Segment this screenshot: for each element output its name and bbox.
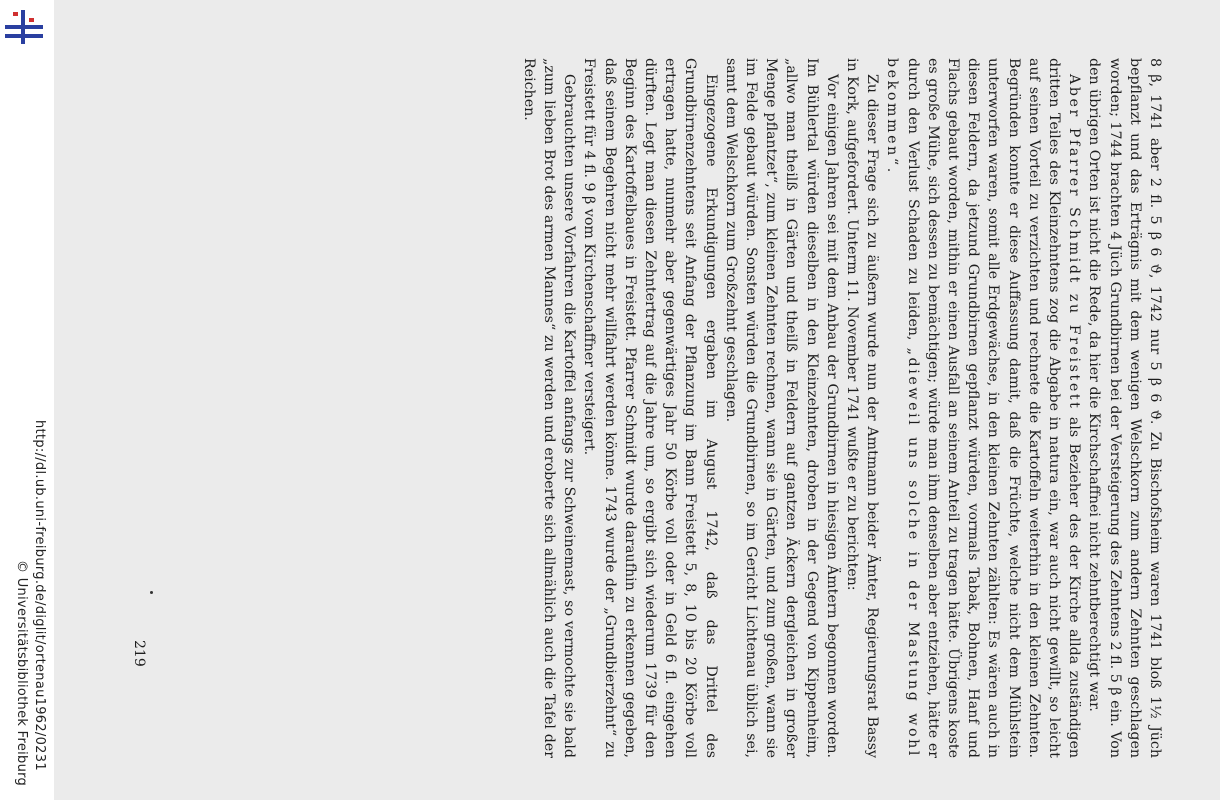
emphasized-text: Aber Pfarrer Schmidt zu Freistett: [1066, 74, 1083, 411]
paragraph: Aber Pfarrer Schmidt zu Freistett als Bezieher des der Kirche allda zuständigen dritten Teiles des Kleinzehntens zog die Abgabe in natura ein, war auch nicht gewillt, so leicht auf seinen Vorteil zu verzichten und rechnete die Kartoffeln weiterhin in den kleinen Zehnten. Begründen konnte er diese Auffassung damit, daß die Früchte, welche nicht dem Mühlstein unterworfen waren, somit alle Erdgewächse, in den kleinen Zehnten zählten: Es wären auch in diesen Feldern, da jetzund Grundbirnen gepflanzt würden, vormals Tabak, Bohnen, Hanf und Flachs gebaut worden, mithin er einen Ausfall an seinem Anteil zu tragen hätte. Übrigens koste es große Mühe, sich dessen zu bemächtigen; würde man ihm denselben aber entziehen, hätte er durch den Verlust Schaden zu leiden, „dieweil uns solche in der Mastung wohl bekommen“.: [884, 58, 1083, 759]
paragraph: Zu dieser Frage sich zu äußern wurde nun der Amtmann beider Ämter, Regierungsrat Bassy in Kork, aufgefordert. Unterm 11. November 1741 wußte er zu berichten:: [843, 58, 881, 758]
paragraph: Gebrauchten unsere Vorfahren die Kartoffel anfangs zur Schweinemast, so vermochte sie bald „zum lieben Brot des armen Mannes“ zu werden und eroberte sich allmählich auch die Tafel der Reichen.: [520, 58, 578, 758]
page-number: 219: [131, 640, 147, 667]
source-url[interactable]: http://dl.ub.uni-freiburg.de/diglit/ortenau1962/0231: [32, 420, 47, 771]
paragraph: Vor einigen Jahren sei mit dem Anbau der Grundbirnen in hiesigen Ämtern begonnen worden. Im Bühlertal würden dieselben in den Kleinzehnten, droben in der Gegend von Kippenheim, „allwo man theilß in Gärten und theilß in Feldern auf gantzen Äckern dergleichen in großer Menge pflantzet“, zum kleinen Zehnten rechnen, wann sie in Gärten, und zum großen, wann sie im Felde gebaut würden. Sonsten würden die Grundbirnen, so im Gericht Lichtenau üblich sei, samt dem Welschkorn zum Großzehnt geschlagen.: [722, 58, 840, 758]
paragraph: 8 β, 1741 aber 2 fl. 5 β 6 ϑ, 1742 nur 5 β 6 ϑ. Zu Bischofsheim waren 1741 bloß 1½ Jüch bepflanzt und das Erträgnis mit dem wenigen Welschkorn zum andern Zehnten geschlagen worden; 1744 brachten 4 Jüch Grundbirnen bei der Versteigerung des Zehntens 2 fl. 5 β ein. Von den übrigen Orten ist nicht die Rede, da hier die Kirchschaffnei nicht zehntberechtigt war.: [1086, 58, 1163, 758]
library-logo-icon: [3, 8, 45, 48]
speck: [150, 591, 153, 594]
page-number-holder: [131, 640, 150, 667]
viewer-sidebar: [0, 0, 54, 800]
page-body: [365, 58, 1165, 758]
scanned-page: [54, 0, 1220, 800]
paragraph: Eingezogene Erkundigungen ergaben im August 1742, daß das Drittel des Grundbirnenzehntens seit Anfang der Pflanzung im Bann Freistett 5, 8, 10 bis 20 Körbe voll ertragen hatte, nunmehr aber gegenwärtiges Jahr 50 Körbe voll oder in Geld 6 fl. eingehen dürften. Legt man diesen Zehntertrag auf die Jahre um, so ergibt sich wiederum 1739 für den Beginn des Kartoffelbaues in Freistett. Pfarrer Schmidt wurde daraufhin zu erkennen gegeben, daß seinem Begehren nicht mehr willfahrt werden könne. 1743 wurde der „Grundbierzehnt“ zu Freistett für 4 fl. 9 β vom Kirchenschaffner versteigert.: [581, 58, 719, 758]
emphasized-quote: „dieweil uns solche in der Mastung wohl bekommen“.: [884, 58, 921, 758]
copyright-notice: © Universitätsbibliothek Freiburg: [14, 560, 29, 787]
